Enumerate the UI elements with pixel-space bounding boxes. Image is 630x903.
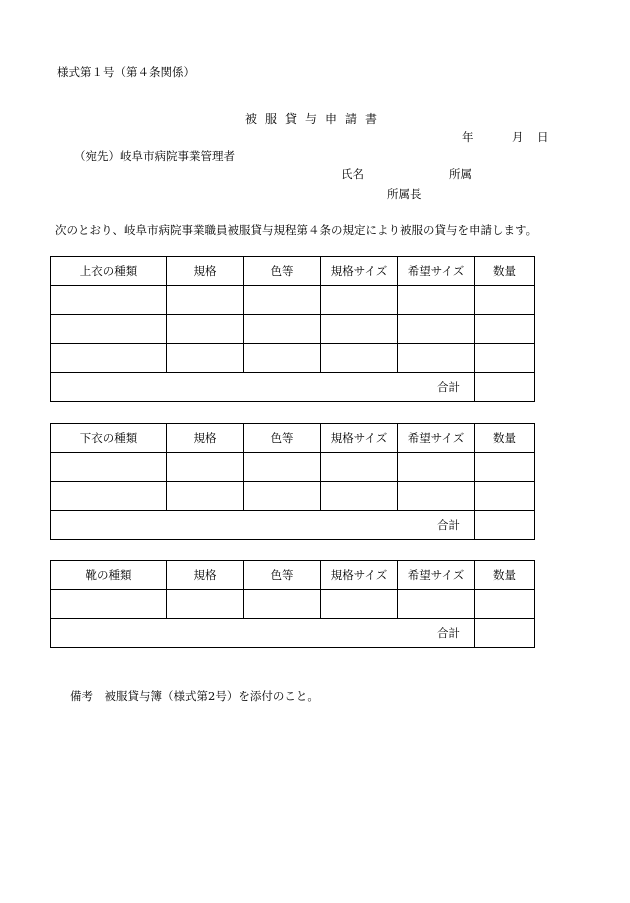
table-cell[interactable] <box>51 453 167 482</box>
total-row <box>51 373 535 402</box>
table-cell[interactable] <box>398 590 475 619</box>
intro-text: 次のとおり、岐阜市病院事業職員被服貸与規程第４条の規定により被服の貸与を申請します。 <box>55 223 538 237</box>
table-row <box>51 344 535 373</box>
table-cell[interactable] <box>167 453 244 482</box>
table-cell[interactable] <box>475 315 535 344</box>
desired-size-header: 希望サイズ <box>398 424 475 453</box>
table-cell[interactable] <box>244 286 321 315</box>
table-header-row <box>51 424 535 453</box>
department-head-label: 所属長 <box>387 187 422 201</box>
spec-header: 規格 <box>167 561 244 590</box>
table-cell[interactable] <box>51 590 167 619</box>
quantity-header: 数量 <box>475 424 535 453</box>
shoes-table <box>50 560 535 648</box>
table-cell[interactable] <box>475 344 535 373</box>
table-cell[interactable] <box>51 315 167 344</box>
table-cell[interactable] <box>167 344 244 373</box>
table-cell[interactable] <box>321 482 398 511</box>
table-row <box>51 590 535 619</box>
total-row <box>51 619 535 648</box>
category-header: 靴の種類 <box>51 561 167 590</box>
table-cell[interactable] <box>167 590 244 619</box>
desired-size-header: 希望サイズ <box>398 257 475 286</box>
total-label: 合計 <box>51 373 475 402</box>
remarks-note: 備考 被服貸与簿（様式第2号）を添付のこと。 <box>70 689 319 703</box>
standard-size-header: 規格サイズ <box>321 561 398 590</box>
table-header-row <box>51 561 535 590</box>
tops-table <box>50 256 535 402</box>
category-header: 下衣の種類 <box>51 424 167 453</box>
table-cell[interactable] <box>321 453 398 482</box>
table-cell[interactable] <box>244 590 321 619</box>
table-cell[interactable] <box>475 453 535 482</box>
table-cell[interactable] <box>398 315 475 344</box>
standard-size-header: 規格サイズ <box>321 257 398 286</box>
table-cell[interactable] <box>244 453 321 482</box>
table-row <box>51 315 535 344</box>
table-cell[interactable] <box>398 286 475 315</box>
table-cell[interactable] <box>244 315 321 344</box>
date-year: 年 <box>462 130 474 144</box>
color-header: 色等 <box>244 257 321 286</box>
standard-size-header: 規格サイズ <box>321 424 398 453</box>
table-row <box>51 482 535 511</box>
table-cell[interactable] <box>167 315 244 344</box>
date-line <box>462 129 549 145</box>
table-cell[interactable] <box>167 482 244 511</box>
applicant-name-label: 氏名 <box>341 167 364 181</box>
table-cell[interactable] <box>475 590 535 619</box>
addressee: （宛先）岐阜市病院事業管理者 <box>74 149 235 163</box>
date-month: 月 <box>512 130 524 144</box>
document-title: 被服貸与申請書 <box>244 112 385 126</box>
table-cell[interactable] <box>167 286 244 315</box>
table-cell[interactable] <box>398 453 475 482</box>
color-header: 色等 <box>244 561 321 590</box>
category-header: 上衣の種類 <box>51 257 167 286</box>
table-cell[interactable] <box>321 286 398 315</box>
table-cell[interactable] <box>398 482 475 511</box>
total-label: 合計 <box>51 619 475 648</box>
table-row <box>51 453 535 482</box>
table-cell[interactable] <box>51 344 167 373</box>
total-row <box>51 511 535 540</box>
department-label: 所属 <box>449 167 472 181</box>
table-cell[interactable] <box>321 590 398 619</box>
table-header-row <box>51 257 535 286</box>
date-day: 日 <box>537 130 549 144</box>
table-cell[interactable] <box>244 344 321 373</box>
total-cell[interactable] <box>475 373 535 402</box>
table-cell[interactable] <box>398 344 475 373</box>
table-cell[interactable] <box>475 482 535 511</box>
table-row <box>51 286 535 315</box>
total-cell[interactable] <box>475 511 535 540</box>
form-number: 様式第１号（第４条関係） <box>57 65 195 79</box>
table-cell[interactable] <box>475 286 535 315</box>
color-header: 色等 <box>244 424 321 453</box>
quantity-header: 数量 <box>475 561 535 590</box>
spec-header: 規格 <box>167 257 244 286</box>
table-cell[interactable] <box>321 315 398 344</box>
table-cell[interactable] <box>321 344 398 373</box>
desired-size-header: 希望サイズ <box>398 561 475 590</box>
total-label: 合計 <box>51 511 475 540</box>
bottoms-table <box>50 423 535 540</box>
spec-header: 規格 <box>167 424 244 453</box>
table-cell[interactable] <box>244 482 321 511</box>
table-cell[interactable] <box>51 286 167 315</box>
table-cell[interactable] <box>51 482 167 511</box>
total-cell[interactable] <box>475 619 535 648</box>
quantity-header: 数量 <box>475 257 535 286</box>
